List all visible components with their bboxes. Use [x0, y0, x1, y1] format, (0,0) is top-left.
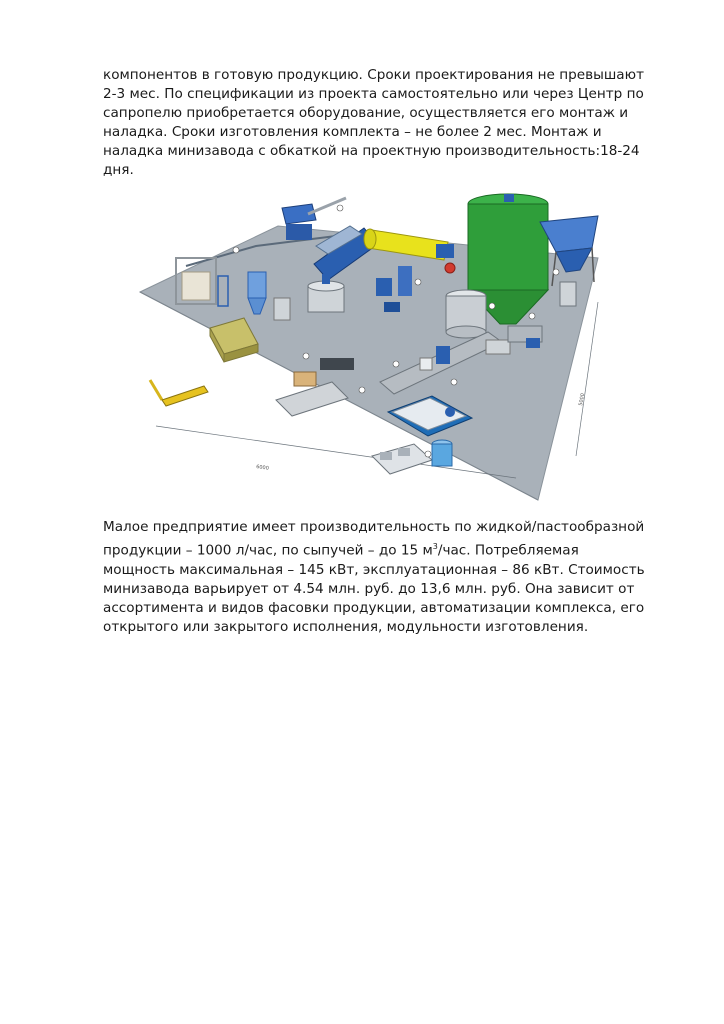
paragraph-intro [103, 66, 643, 180]
water-tank-blue [432, 440, 452, 466]
text-line: наладка минизавода с обкаткой на проектную производительность:18-24 [103, 143, 640, 159]
control-cabinet [560, 282, 576, 306]
red-valve [445, 263, 455, 273]
text-line: минизавода варьирует от 4.54 млн. руб. до 13,6 млн. руб. Она зависит от [103, 580, 635, 597]
dimension-label-side: 5000 [578, 392, 587, 407]
text-line-volume [103, 537, 643, 561]
text-line: открытого или закрытого исполнения, модульности изготовления. [103, 618, 589, 635]
text-fragment: /час. Потребляемая [437, 542, 579, 559]
pallet-truck [150, 380, 208, 406]
text-line: мощность максимальная – 145 кВт, эксплуатационная – 86 кВт. Стоимость [103, 561, 645, 578]
text-line: дня. [103, 162, 134, 178]
steel-reactor [446, 290, 486, 338]
text-line: наладка. Сроки изготовления комплекта – не более 2 мес. Монтаж и [103, 124, 602, 140]
text-line: сапропелю приобретается оборудование, осуществляется его монтаж и [103, 105, 629, 121]
text-line: ассортимента и видов фасовки продукции, автоматизации комплекса, его [103, 599, 645, 616]
dimension-label-front: 6000 [255, 464, 270, 472]
plant-layout-figure [136, 186, 610, 504]
plant-layout-drawing [136, 186, 610, 504]
superscript: 3 [432, 542, 438, 551]
paragraph-specs [103, 518, 643, 637]
text-fragment: продукции – 1000 л/час, по сыпучей – до 15 м [103, 542, 433, 559]
sink-table [372, 444, 432, 474]
text-line: Малое предприятие имеет производительность по жидкой/пастообразной [103, 519, 645, 535]
text-line: компонентов в готовую продукцию. Сроки проектирования не превышают [103, 67, 645, 83]
text-line: 2-3 мес. По спецификации из проекта самостоятельно или через Центр по [103, 86, 644, 102]
